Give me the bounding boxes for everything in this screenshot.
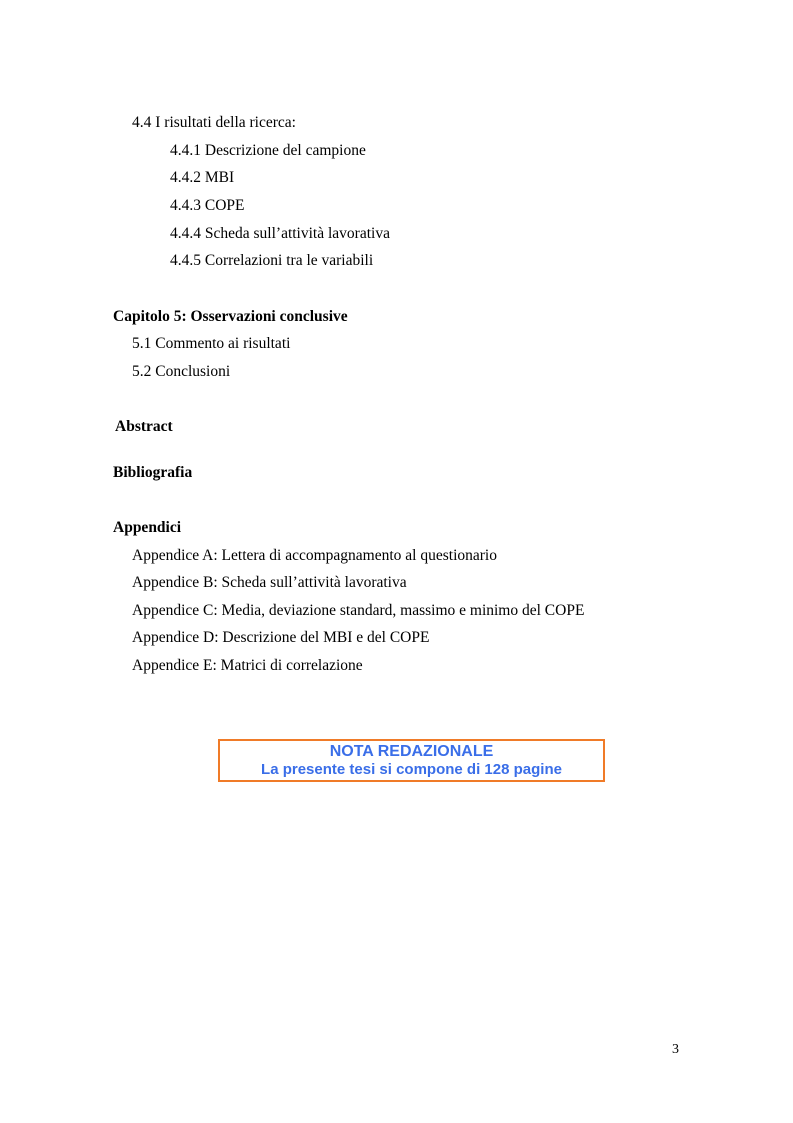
toc-appendix-a: Appendice A: Lettera di accompagnamento al questionario bbox=[132, 547, 497, 564]
page-number: 3 bbox=[672, 1042, 679, 1057]
toc-appendix-c: Appendice C: Media, deviazione standard, massimo e minimo del COPE bbox=[132, 602, 585, 619]
toc-chapter-5-title: Capitolo 5: Osservazioni conclusive bbox=[113, 308, 348, 325]
toc-appendix-d: Appendice D: Descrizione del MBI e del COPE bbox=[132, 629, 430, 646]
toc-bibliography: Bibliografia bbox=[113, 464, 193, 481]
toc-item-4-4-5: 4.4.5 Correlazioni tra le variabili bbox=[170, 252, 374, 269]
toc-section-4-4-title: 4.4 I risultati della ricerca: bbox=[132, 114, 296, 131]
toc-item-5-2: 5.2 Conclusioni bbox=[132, 363, 231, 380]
editorial-note-title: NOTA REDAZIONALE bbox=[329, 743, 494, 760]
toc-item-4-4-4: 4.4.4 Scheda sull’attività lavorativa bbox=[170, 225, 390, 242]
editorial-note-box bbox=[218, 739, 605, 782]
toc-appendix-b: Appendice B: Scheda sull’attività lavorativa bbox=[132, 574, 407, 591]
toc-item-4-4-2: 4.4.2 MBI bbox=[170, 169, 235, 186]
toc-item-4-4-3: 4.4.3 COPE bbox=[170, 197, 245, 214]
toc-item-5-1: 5.1 Commento ai risultati bbox=[132, 335, 291, 352]
toc-item-4-4-1: 4.4.1 Descrizione del campione bbox=[170, 142, 366, 159]
toc-abstract: Abstract bbox=[115, 418, 173, 435]
editorial-note-text: La presente tesi si compone di 128 pagine bbox=[261, 761, 562, 778]
toc-appendices-title: Appendici bbox=[113, 519, 182, 536]
toc-appendix-e: Appendice E: Matrici di correlazione bbox=[132, 657, 363, 674]
